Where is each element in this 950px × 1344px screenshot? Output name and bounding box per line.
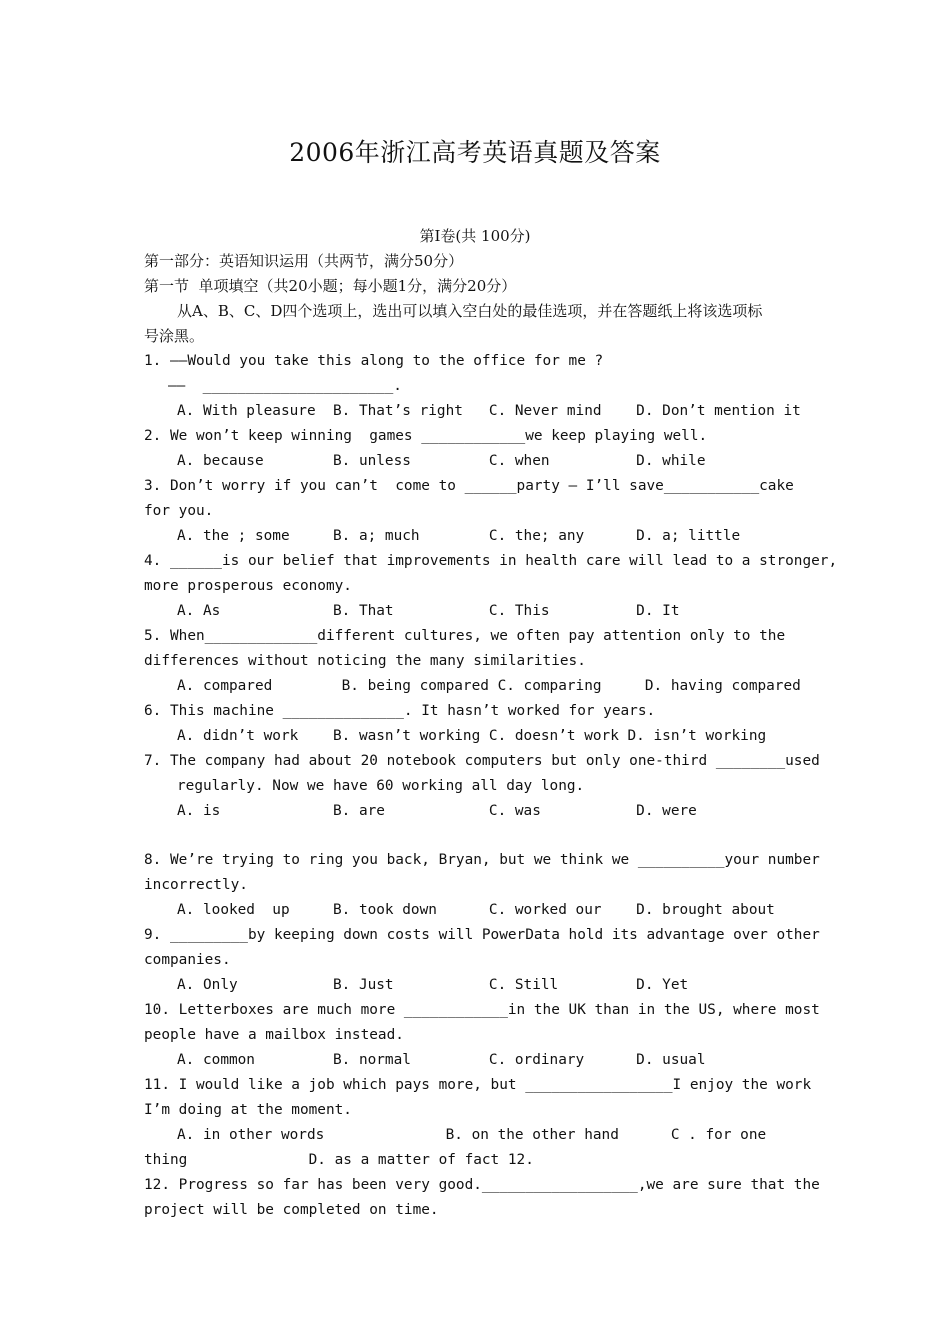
question-stem: 4. ______is our belief that improvements in health care will lead to a stronger, xyxy=(144,553,838,569)
question-stem: differences without noticing the many similarities. xyxy=(144,653,586,669)
question-stem: —— ______________________. xyxy=(168,378,402,394)
question-stem: 10. Letterboxes are much more ____________in the UK than in the US, where most xyxy=(144,1002,820,1018)
question-stem: 11. I would like a job which pays more, but _________________I enjoy the work xyxy=(144,1077,812,1093)
question-options: A. Only B. Just C. Still D. Yet xyxy=(177,977,689,993)
question-options: A. the ; some B. a; much C. the; any D. a; little xyxy=(177,528,741,544)
document-title: 2006年浙江高考英语真题及答案 xyxy=(289,138,661,167)
question-options: A. is B. are C. was D. were xyxy=(177,803,697,819)
section-heading: 第一节 单项填空（共20小题；每小题1分，满分20分） xyxy=(144,277,517,295)
question-stem: regularly. Now we have 60 working all day long. xyxy=(177,778,585,794)
question-stem: 6. This machine ______________. It hasn’t worked for years. xyxy=(144,703,656,719)
question-stem: 8. We’re trying to ring you back, Bryan, but we think we __________your number xyxy=(144,852,820,868)
question-stem: people have a mailbox instead. xyxy=(144,1027,404,1043)
question-stem: 2. We won’t keep winning games ____________we keep playing well. xyxy=(144,428,708,444)
question-stem: for you. xyxy=(144,503,214,519)
question-stem: 7. The company had about 20 notebook computers but only one-third ________used xyxy=(144,753,820,769)
question-options: A. common B. normal C. ordinary D. usual xyxy=(177,1052,706,1068)
question-stem: more prosperous economy. xyxy=(144,578,352,594)
question-stem: 9. _________by keeping down costs will PowerData hold its advantage over other xyxy=(144,927,820,943)
instructions-line: 从A、B、C、D四个选项上，选出可以填入空白处的最佳选项，并在答题纸上将该选项标 xyxy=(177,302,763,320)
question-stem: 5. When_____________different cultures, we often pay attention only to the xyxy=(144,628,786,644)
question-options: A. compared B. being compared C. comparing D. having compared xyxy=(177,678,801,694)
question-stem: 12. Progress so far has been very good.__________________,we are sure that the xyxy=(144,1177,820,1193)
question-options: A. because B. unless C. when D. while xyxy=(177,453,706,469)
question-stem: incorrectly. xyxy=(144,877,248,893)
volume-heading: 第Ⅰ卷(共 100分) xyxy=(419,227,531,245)
question-options: A. As B. That C. This D. It xyxy=(177,603,680,619)
instructions-line: 号涂黑。 xyxy=(144,327,205,345)
question-options: A. looked up B. took down C. worked our D. brought about xyxy=(177,902,775,918)
question-stem: 1. ——Would you take this along to the office for me ? xyxy=(144,353,604,369)
question-options: A. in other words B. on the other hand C . for one xyxy=(177,1127,767,1143)
question-stem: 3. Don’t worry if you can’t come to ______party — I’ll save___________cake xyxy=(144,478,794,494)
question-stem: companies. xyxy=(144,952,231,968)
question-options: A. didn’t work B. wasn’t working C. doesn’t work D. isn’t working xyxy=(177,728,767,744)
question-options: A. With pleasure B. That’s right C. Never mind D. Don’t mention it xyxy=(177,403,801,419)
question-stem: project will be completed on time. xyxy=(144,1202,439,1218)
question-stem: I’m doing at the moment. xyxy=(144,1102,352,1118)
part-heading: 第一部分：英语知识运用（共两节，满分50分） xyxy=(144,252,464,270)
question-options: thing D. as a matter of fact 12. xyxy=(144,1152,534,1168)
